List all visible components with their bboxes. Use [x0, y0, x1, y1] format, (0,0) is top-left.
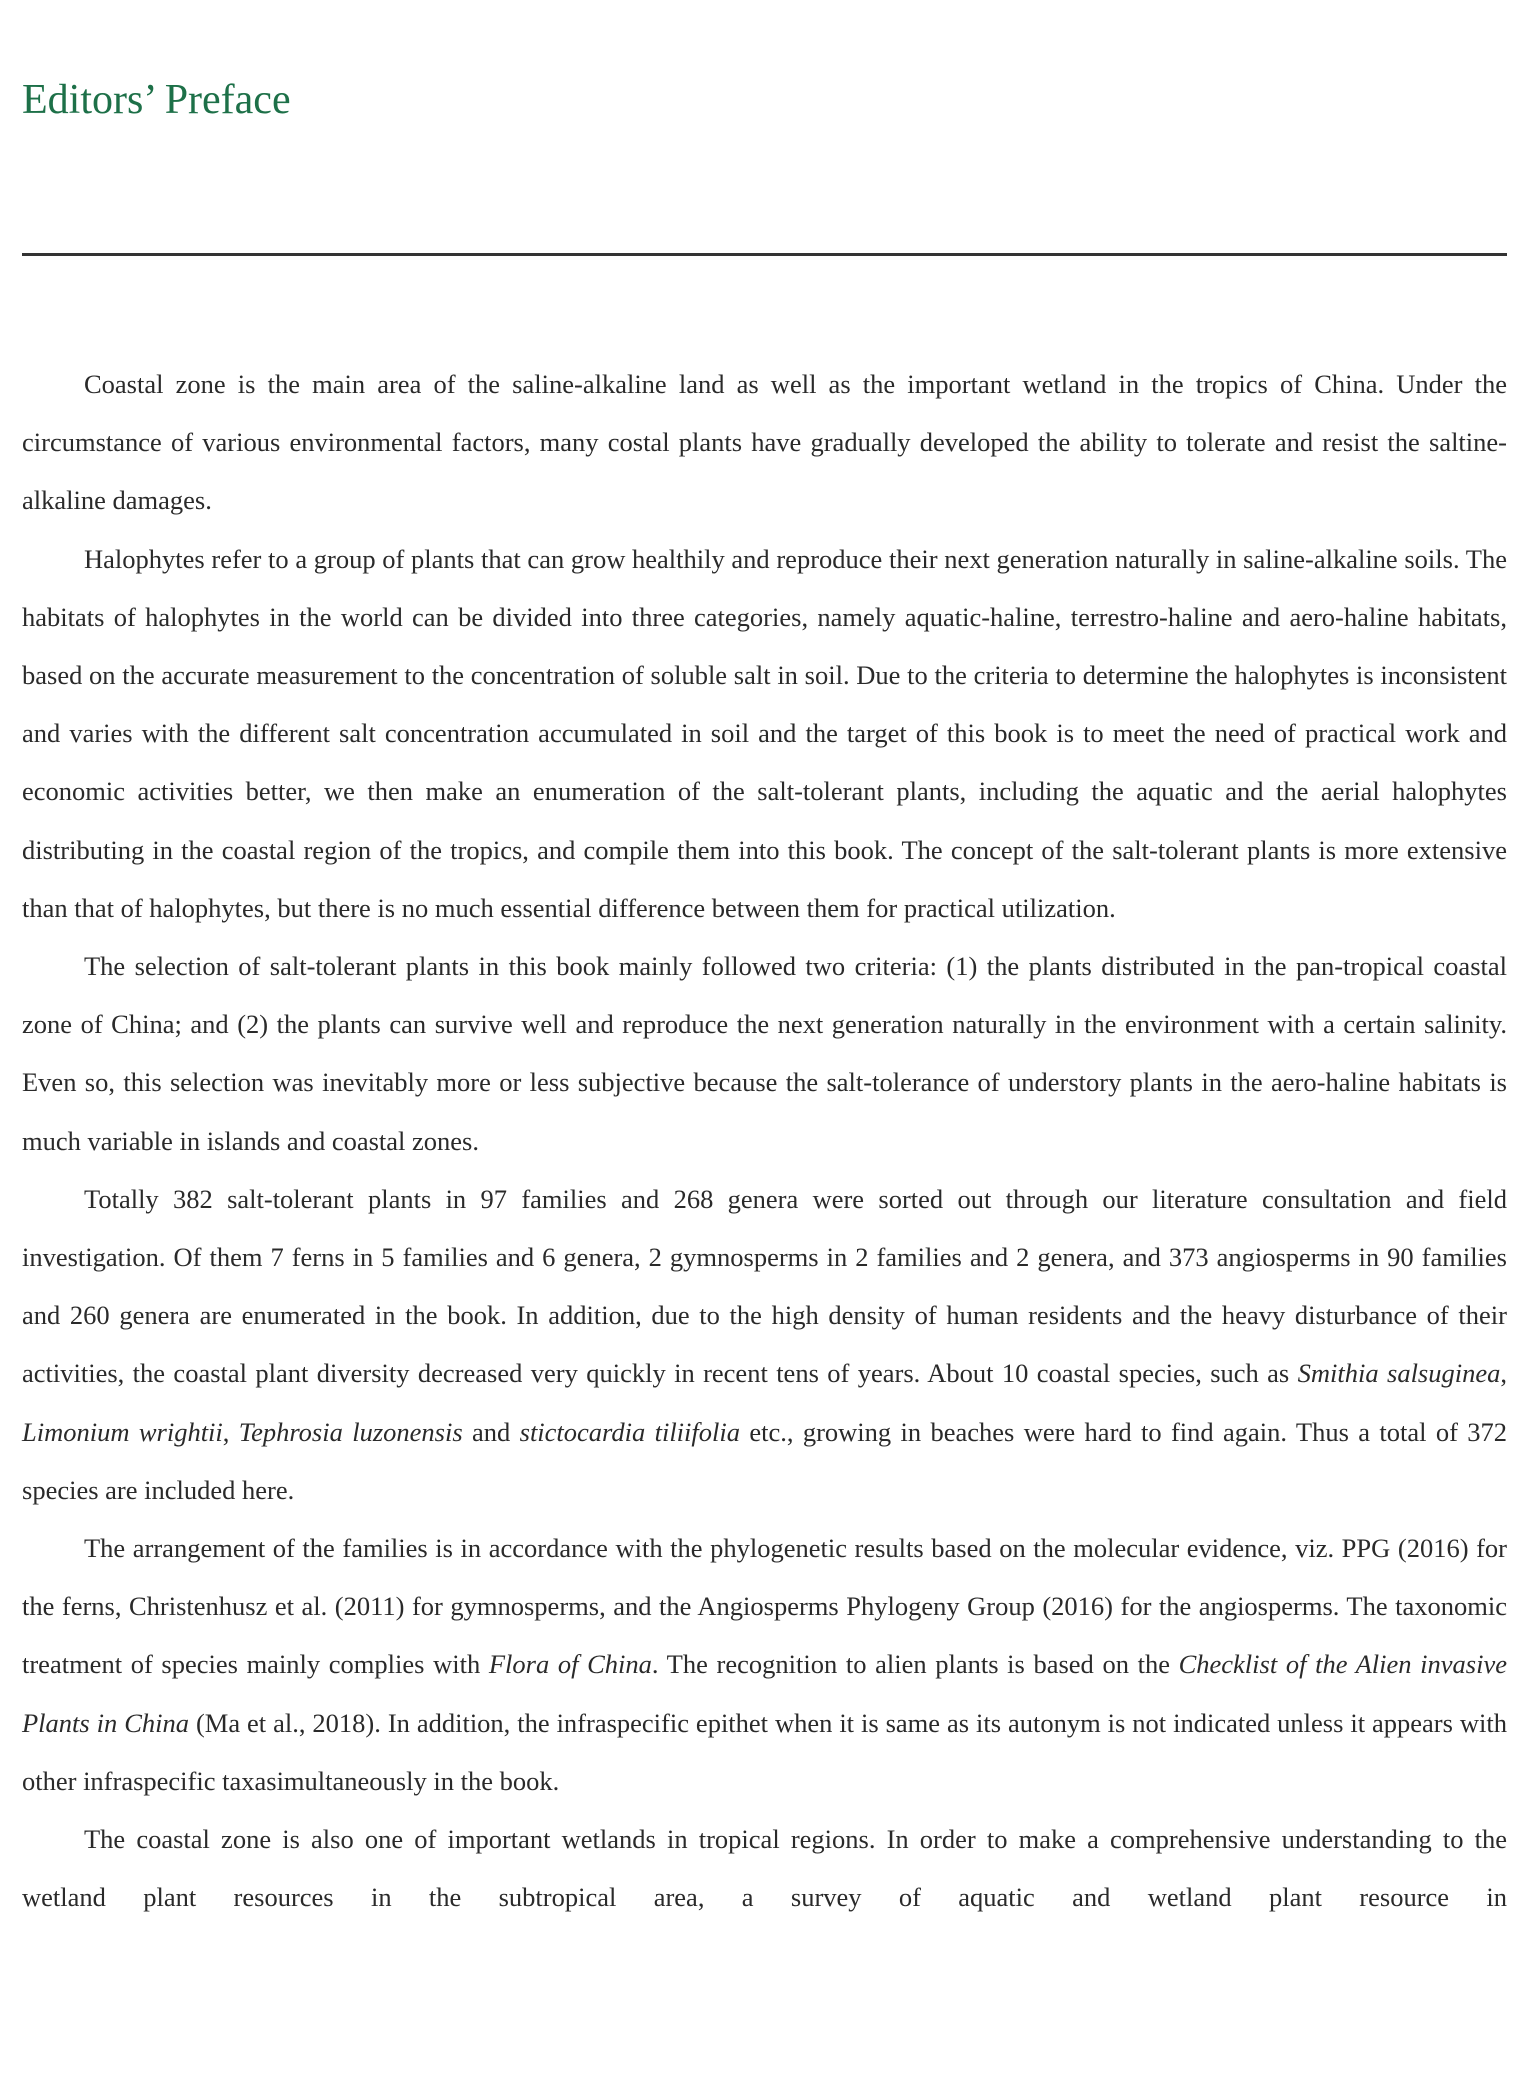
preface-body [22, 355, 1507, 1926]
title-divider [22, 253, 1507, 256]
paragraph-5-text-b: . The recognition to alien plants is based on the [651, 1649, 1179, 1680]
work-title: Flora of China [488, 1649, 652, 1680]
paragraph-4 [22, 1170, 1507, 1519]
separator: , [222, 1416, 239, 1447]
separator: and [462, 1416, 520, 1447]
species-name: Tephrosia luzonensis [238, 1416, 463, 1447]
paragraph-2: Halophytes refer to a group of plants that can grow healthily and reproduce their next generation naturally in saline-alkaline soils. The habitats of halophytes in the world can be divided into three categories, namely aquatic-haline, terrestro-haline and aero-haline habitats, based on the accurate measurement to the concentration of soluble salt in soil. Due to the criteria to determine the halophytes is inconsistent and varies with the different salt concentration accumulated in soil and the target of this book is to meet the need of practical work and economic activities better, we then make an enumeration of the salt-tolerant plants, including the aquatic and the aerial halophytes distributing in the coastal region of the tropics, and compile them into this book. The concept of the salt-tolerant plants is more extensive than that of halophytes, but there is no much essential difference between them for practical utilization. [22, 543, 1507, 923]
species-name: Limonium wrightii [22, 1416, 223, 1447]
page-title: Editors’ Preface [22, 77, 291, 123]
separator: , [1500, 1358, 1507, 1389]
paragraph-4-text-b: etc., growing in beaches were hard to find again. Thus a total of 372 species are included here. [22, 1416, 1508, 1505]
paragraph-5-text-a: The arrangement of the families is in accordance with the phylogenetic results based on the molecular evidence, viz. PPG (2016) for the ferns, Christenhusz et al. (2011) for gymnosperms, and the Angiosperms Phylogeny Group (2016) for the angiosperms. The taxonomic treatment of species mainly complies with [22, 1533, 1507, 1680]
paragraph-1: Coastal zone is the main area of the saline-alkaline land as well as the important wetland in the tropics of China. Under the circumstance of various environmental factors, many costal plants have gradually developed the ability to tolerate and resist the saltine-alkaline damages. [22, 369, 1507, 516]
paragraph-5 [22, 1519, 1507, 1810]
species-name: Smithia salsuginea [1297, 1358, 1501, 1389]
paragraph-4-text-a: Totally 382 salt-tolerant plants in 97 families and 268 genera were sorted out through our literature consultation and field investigation. Of them 7 ferns in 5 families and 6 genera, 2 gymnosperms in 2 families and 2 genera, and 373 angiosperms in 90 families and 260 genera are enumerated in the book. In addition, due to the high density of human residents and the heavy disturbance of their activities, the coastal plant diversity decreased very quickly in recent tens of years. About 10 coastal species, such as [22, 1183, 1507, 1389]
paragraph-3: The selection of salt-tolerant plants in this book mainly followed two criteria: (1) the plants distributed in the pan-tropical coastal zone of China; and (2) the plants can survive well and reproduce the next generation naturally in the environment with a certain salinity. Even so, this selection was inevitably more or less subjective because the salt-tolerance of understory plants in the aero-haline habitats is much variable in islands and coastal zones. [22, 951, 1507, 1156]
species-name: stictocardia tiliifolia [519, 1416, 740, 1447]
paragraph-6: The coastal zone is also one of important wetlands in tropical regions. In order to make a comprehensive understanding to the wetland plant resources in the subtropical area, a survey of aquatic and wetland plant resource in [22, 1824, 1507, 1913]
paragraph-5-text-c: (Ma et al., 2018). In addition, the infraspecific epithet when it is same as its autonym is not indicated unless it appears with other infraspecific taxasimultaneously in the book. [22, 1707, 1507, 1796]
work-title: Checklist of the Alien invasive Plants in China [22, 1649, 1508, 1738]
